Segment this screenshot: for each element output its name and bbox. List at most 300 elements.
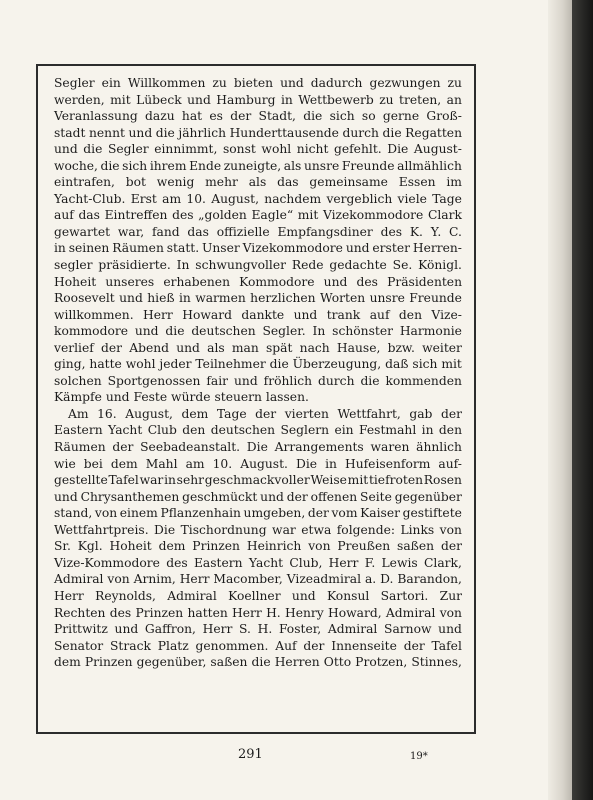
word: Herr [202, 622, 233, 637]
word: der [440, 539, 462, 554]
word: dazu [145, 109, 175, 124]
word: die [83, 142, 103, 157]
word: Heinrich [246, 539, 302, 554]
word: Auf [275, 638, 297, 653]
word: a. [364, 572, 377, 587]
word: Pflanzenhain [160, 506, 241, 521]
word: Rechten [54, 605, 106, 620]
word: in [325, 456, 337, 471]
word: es [209, 109, 223, 124]
word: von [107, 572, 130, 587]
word: H. [266, 605, 281, 620]
word: zu [379, 92, 394, 107]
word: Hoheit [54, 274, 97, 289]
word: und [438, 622, 462, 637]
word: saßen [397, 539, 435, 554]
text-line [54, 257, 462, 274]
word: Eintreffen [104, 208, 168, 223]
word: Räumen [54, 440, 106, 455]
word: hat [181, 109, 203, 124]
word: Präsidenten [387, 274, 462, 289]
word: Senator [54, 638, 104, 653]
word: Herr [54, 588, 84, 603]
word: Regatten [405, 125, 462, 140]
word: das [78, 208, 100, 223]
word: und [233, 373, 258, 388]
word: gemeinsame [309, 175, 388, 190]
word: gedachte [329, 258, 387, 273]
word: Gaffron, [144, 622, 196, 637]
word: tiefroten [368, 473, 424, 488]
word: Howard [182, 307, 232, 322]
word: Konsul [326, 588, 370, 603]
word: fair [206, 373, 229, 388]
word: C. [449, 224, 462, 239]
text-line [54, 191, 462, 208]
word: nicht [296, 142, 329, 157]
text-line [54, 307, 462, 324]
word: bei [83, 456, 103, 471]
word: Yacht [248, 555, 284, 570]
word: Hamburg [216, 92, 276, 107]
word: gegenüber, [136, 655, 207, 670]
word: dem [158, 539, 186, 554]
word: Die [295, 456, 318, 471]
word: Vize-Kommodore [54, 555, 160, 570]
word: Arrangements [274, 440, 364, 455]
text-line [54, 555, 462, 572]
word: Sartori. [380, 588, 429, 603]
word: Tafel [108, 473, 139, 488]
body-text [54, 75, 462, 671]
word: daß [385, 357, 409, 372]
page-number: 291 [238, 747, 263, 762]
word: mehr [205, 175, 238, 190]
word: die [269, 357, 289, 372]
word: ähnlich [416, 440, 462, 455]
word: so [361, 109, 376, 124]
word: Platz [157, 638, 189, 653]
word: folgende: [336, 522, 395, 537]
word: Admiral [385, 605, 436, 620]
word: die [100, 158, 120, 173]
word: erster [372, 241, 410, 256]
word: die [251, 655, 271, 670]
word: offizielle [216, 224, 270, 239]
word: das [187, 224, 209, 239]
word: unsre [369, 291, 405, 306]
word: das [277, 175, 299, 190]
word: Reynolds, [95, 588, 156, 603]
word: Zur [439, 588, 462, 603]
word: Strack [110, 638, 151, 653]
word: unsre [303, 158, 340, 173]
word: Howard, [328, 605, 382, 620]
word: bzw. [387, 340, 415, 355]
word: Protzen, [355, 655, 408, 670]
word: geschmackvoller [204, 473, 310, 488]
word: Mahl [145, 456, 178, 471]
word: jeder [159, 357, 192, 372]
word: „golden [198, 208, 247, 223]
word: Prittwitz [54, 622, 108, 637]
word: Ende [189, 158, 222, 173]
word: fand [151, 224, 180, 239]
word: und [119, 291, 143, 306]
word: und [114, 622, 139, 637]
word: K. [409, 224, 423, 239]
word: waren [370, 440, 410, 455]
word: Prinzen [135, 605, 184, 620]
word: solchen [54, 373, 102, 388]
word: S. [239, 622, 251, 637]
word: genommen. [195, 638, 269, 653]
word: Worten [319, 291, 366, 306]
word: D. [380, 572, 394, 587]
word: Innenseite [331, 638, 397, 653]
page-gutter-shadow [548, 0, 572, 800]
word: sich [329, 109, 355, 124]
word: nennt [88, 125, 125, 140]
word: wohl [125, 357, 156, 372]
word: Segler. [262, 324, 306, 339]
word: Sr. [54, 539, 71, 554]
word: Erst [130, 191, 157, 206]
word: Harmonie [399, 324, 462, 339]
word: gab [409, 406, 433, 421]
word: stadt [54, 125, 86, 140]
word: unseres [105, 274, 155, 289]
word: willkommen. [54, 307, 134, 322]
word: den [438, 423, 462, 438]
word: 16. [97, 406, 117, 421]
word: geschmückt [182, 489, 258, 504]
word: August. [240, 456, 288, 471]
word: Kaiser [360, 506, 401, 521]
word: und [291, 588, 316, 603]
word: deutschen [210, 423, 276, 438]
word: lassen. [265, 390, 309, 405]
word: würde [171, 390, 211, 405]
word: fröhlich [263, 373, 313, 388]
word: Freunde [409, 291, 462, 306]
word: Herr [143, 307, 173, 322]
word: Kämpfe [54, 390, 102, 405]
word: H. [257, 622, 273, 637]
text-line [54, 274, 462, 291]
text-line [54, 389, 462, 406]
word: des [172, 208, 194, 223]
word: bieten [233, 76, 274, 90]
word: wie [54, 456, 76, 471]
word: Tage [432, 191, 462, 206]
word: war, [117, 224, 145, 239]
printer-signature-mark: 19* [410, 751, 428, 762]
word: Lübeck [136, 92, 182, 107]
word: dem [181, 406, 209, 421]
word: auf- [438, 456, 462, 471]
word: Empfangsdiner [277, 224, 373, 239]
word: von [94, 506, 118, 521]
word: etwa [301, 522, 332, 537]
word: von [439, 522, 462, 537]
word: Se. [392, 258, 413, 273]
word: der [440, 406, 462, 421]
word: viele [397, 191, 427, 206]
word: Otto [323, 655, 352, 670]
word: Yacht-Club. [54, 191, 126, 206]
word: Tage [216, 406, 247, 421]
word: Willkommen [127, 76, 206, 90]
word: Kommodore [239, 274, 315, 289]
word: mit [347, 473, 369, 488]
word: herzlichen [250, 291, 316, 306]
word: des [380, 224, 403, 239]
word: Sarnow [384, 622, 432, 637]
word: Hufeisenform [344, 456, 431, 471]
word: Teilnehmer [195, 357, 266, 372]
word: und [54, 489, 78, 504]
word: in [54, 241, 66, 256]
word: Stinnes, [411, 655, 462, 670]
word: vierten [284, 406, 329, 421]
word: zuneigte, [223, 158, 282, 173]
word: Club, [289, 555, 323, 570]
word: Am [68, 406, 89, 421]
text-line [54, 472, 462, 489]
word: Wettfahrtpreis. [54, 522, 149, 537]
word: Eagle“ [251, 208, 294, 223]
word: Groß- [426, 109, 462, 124]
word: wenig [156, 175, 195, 190]
word: Seite [360, 489, 392, 504]
word: den [182, 423, 206, 438]
word: Herr [232, 605, 262, 620]
word: Weise [310, 473, 347, 488]
word: der [230, 109, 252, 124]
text-line [54, 422, 462, 439]
word: Abend [129, 340, 170, 355]
word: Y. [430, 224, 442, 239]
word: Prinzen [84, 655, 133, 670]
word: der [112, 440, 134, 455]
text-line [54, 108, 462, 125]
word: zu [447, 76, 462, 90]
word: und [134, 324, 159, 339]
word: von [308, 539, 331, 554]
word: dem [54, 655, 81, 670]
word: in [421, 423, 434, 438]
word: Roosevelt [54, 291, 115, 306]
text-line [54, 522, 462, 539]
word: des [166, 555, 188, 570]
word: F. [364, 555, 376, 570]
word: dankte [241, 307, 285, 322]
text-line [54, 207, 462, 224]
word: im [446, 175, 462, 190]
word: gestellte [54, 473, 108, 488]
word: ging, [54, 357, 86, 372]
word: Admiral [327, 622, 378, 637]
word: und [323, 274, 348, 289]
word: und [187, 92, 211, 107]
word: kommodore [54, 324, 129, 339]
word: Rede [291, 258, 324, 273]
word: Wettbewerb [298, 92, 374, 107]
word: Clark [427, 208, 462, 223]
word: der [255, 406, 277, 421]
word: Hoheit [109, 539, 152, 554]
word: offenen [310, 489, 358, 504]
word: auf [54, 208, 74, 223]
word: schönster [332, 324, 393, 339]
text-line [54, 654, 462, 671]
word: Veranlassung [54, 109, 138, 124]
word: sich [122, 158, 148, 173]
word: August, [211, 191, 260, 206]
text-line [54, 538, 462, 555]
word: war [272, 522, 296, 537]
word: Seglern [280, 423, 330, 438]
word: und [105, 390, 130, 405]
word: an [446, 92, 462, 107]
book-spine-shadow [572, 0, 593, 800]
text-line [54, 638, 462, 655]
word: kommenden [385, 373, 462, 388]
word: der [403, 638, 425, 653]
word: Koellner [228, 588, 281, 603]
word: August- [413, 142, 462, 157]
text-line [54, 571, 462, 588]
word: und [260, 489, 284, 504]
word: gefehlt. [333, 142, 382, 157]
word: die [382, 125, 402, 140]
text-line [54, 489, 462, 506]
word: jährlich [178, 125, 227, 140]
word: in [280, 92, 293, 107]
word: Admiral [167, 588, 217, 603]
word: durch [342, 125, 379, 140]
text-line [54, 505, 462, 522]
word: verlief [54, 340, 94, 355]
word: Club [147, 423, 177, 438]
word: segler [54, 258, 93, 273]
word: des [109, 605, 132, 620]
word: gezwungen [369, 76, 441, 90]
text-line [54, 75, 462, 92]
word: schwungvoller [195, 258, 287, 273]
word: Königl. [418, 258, 462, 273]
word: Segler [107, 142, 149, 157]
word: sonst [222, 142, 256, 157]
word: Unser [201, 241, 240, 256]
word: und [176, 340, 200, 355]
text-line [54, 125, 462, 142]
word: Die [154, 522, 176, 537]
word: Die [246, 440, 268, 455]
word: Hunderttausende [229, 125, 339, 140]
word: mit [441, 357, 462, 372]
word: Herr [328, 555, 359, 570]
word: spät [266, 340, 293, 355]
word: statt. [166, 241, 200, 256]
word: der [100, 340, 123, 355]
text-line [54, 141, 462, 158]
word: saßen [210, 655, 248, 670]
word: Feste [133, 390, 168, 405]
text-line [54, 240, 462, 257]
word: durch [318, 373, 355, 388]
word: vom [331, 506, 358, 521]
word: nach [299, 340, 330, 355]
word: der [303, 638, 325, 653]
word: In [176, 258, 190, 273]
word: treten, [399, 92, 442, 107]
word: ein [101, 76, 121, 90]
word: August, [125, 406, 173, 421]
word: vergeblich [326, 191, 393, 206]
word: 10. [212, 456, 233, 471]
word: umgeben, [243, 506, 306, 521]
word: seinen [68, 241, 110, 256]
word: Vizekommodore [242, 241, 343, 256]
word: trank [326, 307, 361, 322]
word: Henry [284, 605, 324, 620]
text-line [54, 588, 462, 605]
word: In [312, 324, 326, 339]
word: gestiftete [402, 506, 462, 521]
word: woche, [54, 158, 98, 173]
word: Clark, [423, 555, 462, 570]
word: mit [110, 92, 131, 107]
word: allmählich [397, 158, 462, 173]
text-line [54, 92, 462, 109]
text-line [54, 224, 462, 241]
word: hatte [89, 357, 122, 372]
word: stand, [54, 506, 93, 521]
word: werden, [54, 92, 105, 107]
word: bot [125, 175, 146, 190]
word: und [54, 142, 78, 157]
word: als [248, 175, 267, 190]
word: und [128, 125, 153, 140]
word: als [207, 340, 225, 355]
word: steuern [214, 390, 262, 405]
word: nachdem [264, 191, 322, 206]
word: Vizeadmiral [286, 572, 362, 587]
word: deutschen [191, 324, 256, 339]
text-line [54, 158, 462, 175]
text-line [54, 406, 462, 423]
text-line [54, 373, 462, 390]
text-line [54, 621, 462, 638]
word: ihrem [149, 158, 187, 173]
word: Prinzen [192, 539, 240, 554]
word: und [280, 76, 304, 90]
word: Herr [179, 572, 210, 587]
word: Admiral [54, 572, 104, 587]
word: ein [334, 423, 354, 438]
word: und [345, 241, 370, 256]
word: Chrysanthemen [80, 489, 180, 504]
word: Vizekommodore [322, 208, 424, 223]
word: sich [412, 357, 438, 372]
word: Herren- [412, 241, 462, 256]
word: Tischordnung [180, 522, 267, 537]
text-line [54, 174, 462, 191]
word: die [303, 109, 323, 124]
word: der [286, 489, 308, 504]
